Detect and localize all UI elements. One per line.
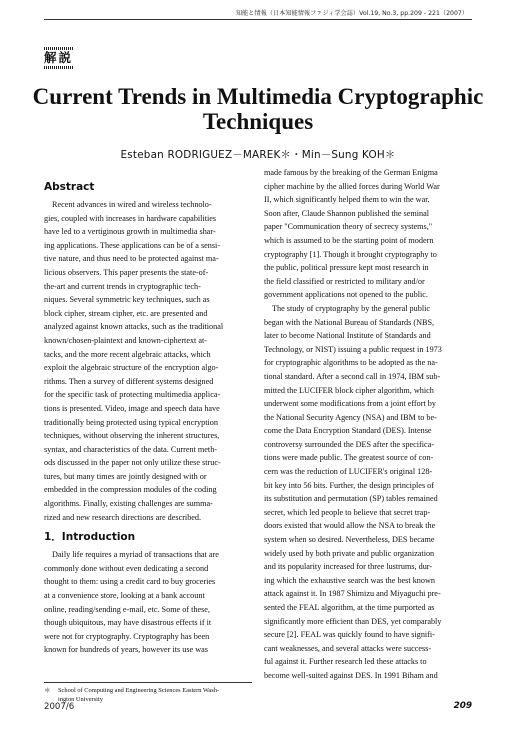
- body-line: its substitution and permutation (SP) tables remained: [264, 494, 438, 504]
- title-line-2: Techniques: [202, 109, 314, 134]
- intro-line: were not for cryptography. Cryptography has been: [44, 631, 210, 641]
- abstract-line: niques. Several symmetric key techniques, such as: [44, 295, 210, 305]
- abstract-line: traditionally being protected using typical encryption: [44, 417, 218, 427]
- introduction-heading: 1．Introduction: [44, 531, 136, 544]
- body-line: ful against it. Further research led these attacks to: [264, 657, 427, 667]
- body-line: and its popularity increased for three lustrums, dur-: [264, 562, 433, 572]
- body-line: the public, political pressure kept most research in: [264, 263, 429, 273]
- abstract-line: rithms. Then a survey of different systems designed: [44, 376, 214, 386]
- journal-header: 知能と情報（日本知能情報ファジィ学会誌）Vol.19, No.3, pp.209 - 221（2007）: [235, 10, 468, 17]
- body-line: significantly more efficient than DES, yet comparably: [264, 616, 442, 626]
- intro-line: though ubiquitous, may have disastrous effects if it: [44, 618, 212, 628]
- page-number: 209: [453, 701, 472, 711]
- body-line: The study of cryptography by the general public: [272, 303, 431, 313]
- issue-date: 2007/6: [44, 702, 75, 712]
- body-line: attack against it. In 1987 Shimizu and Miyaguchi pre-: [264, 589, 441, 599]
- intro-line: at a convenience store, looking at a bank account: [44, 591, 205, 601]
- abstract-line: exploit the algebraic structure of the encryption algo-: [44, 363, 219, 373]
- abstract-line: for the specific task of protecting multimedia applica-: [44, 390, 221, 400]
- intro-line: Daily life requires a myriad of transactions that are: [52, 550, 219, 560]
- body-line: become well-suited against DES. In 1991 Biham and: [264, 670, 438, 680]
- abstract-heading: Abstract: [44, 181, 95, 193]
- body-line: cipher machine by the allied forces during World War: [264, 181, 440, 191]
- body-line: Soon after, Claude Shannon published the seminal: [264, 208, 429, 218]
- intro-line: thought to them: using a credit card to buy groceries: [44, 577, 216, 587]
- body-line: secret, which led people to believe that secret trap-: [264, 507, 431, 517]
- body-line: bit key into 56 bits. Further, the design principles of: [264, 480, 434, 490]
- body-line: for cryptographic algorithms to be adopted as the na-: [264, 358, 438, 368]
- abstract-line: rized and new research directions are described.: [44, 512, 202, 522]
- footnote-rule: [44, 682, 252, 683]
- right-column: [264, 166, 473, 683]
- body-line: cant weaknesses, and several attacks were success-: [264, 643, 432, 653]
- body-line: Technology, or NIST) issuing a public request in 1973: [264, 344, 442, 354]
- abstract-line: tacks, and the more recent algebraic attacks, which: [44, 349, 211, 359]
- abstract-line: licious observers. This paper presents the state-of-: [44, 267, 209, 277]
- right-column-body: [264, 166, 473, 683]
- body-line: paper "Communication theory of secrecy systems,": [264, 222, 433, 232]
- paper-authors: Esteban RODRIGUEZ－MAREK＊・Min－Sung KOH＊: [120, 149, 396, 161]
- body-line: widely used by both private and public organization: [264, 548, 435, 558]
- header-rule: [44, 19, 472, 20]
- body-line: ing which the exhaustive search was the best known: [264, 575, 435, 585]
- abstract-line: tive nature, and thus need to be protected against ma-: [44, 254, 219, 264]
- footnote-line-1: School of Computing and Engineering Sciences Eastern Wash-: [58, 687, 220, 694]
- body-line: began with the National Bureau of Standards (NBS,: [264, 317, 435, 327]
- abstract-line: techniques, without observing the inherent structures,: [44, 431, 220, 441]
- body-line: doors existed that would allow the NSA to break the: [264, 521, 436, 531]
- footnote-mark: ＊: [44, 687, 51, 694]
- abstract-line: have led to a vertiginous growth in multimedia shar-: [44, 227, 216, 237]
- introduction-body: [44, 548, 252, 657]
- body-line: tions were made public. The greatest source of con-: [264, 453, 434, 463]
- body-line: II, which significantly helped them to win the war.: [264, 195, 430, 205]
- abstract-line: ods discussed in the paper not only utilize these struc-: [44, 458, 221, 468]
- body-line: cryptography [1]. Though it brought cryptography to: [264, 249, 437, 259]
- abstract-line: tures, but many times are jointly designed with or: [44, 471, 207, 481]
- body-line: government applications not opened to the public.: [264, 290, 428, 300]
- left-column: [44, 170, 252, 657]
- body-line: come the Data Encryption Standard (DES). Intense: [264, 426, 432, 436]
- abstract-line: Recent advances in wired and wireless technolo-: [52, 200, 212, 209]
- body-line: secure [2]. FEAL was quickly found to have signifi-: [264, 630, 435, 640]
- body-line: which is assumed to be the starting point of modern: [264, 235, 434, 245]
- footnote-line-2: ington University: [58, 696, 103, 703]
- body-line: made famous by the breaking of the German Enigma: [264, 168, 438, 177]
- body-line: system when so desired. Nevertheless, DES became: [264, 535, 435, 545]
- paper-title: [20, 84, 496, 134]
- body-line: underwent some modifications from a joint effort by: [264, 399, 436, 409]
- body-line: later to become National Institute of Standards and: [264, 331, 431, 341]
- body-line: controversy surrounded the DES after the specifica-: [264, 439, 435, 449]
- abstract-line: tions is presented. Video, image and speech data have: [44, 403, 220, 413]
- abstract-line: embedded in the compression modules of the coding: [44, 485, 217, 495]
- body-line: sented the FEAL algorithm, at the time purported as: [264, 603, 435, 612]
- category-bar-bottom: [44, 66, 74, 69]
- abstract-line: analyzed against known attacks, such as the traditional: [44, 322, 224, 332]
- body-line: tional standard. After a second call in 1974, IBM sub-: [264, 371, 441, 381]
- body-line: cern was the reduction of LUCIFER's original 128-: [264, 467, 433, 477]
- intro-line: online, reading/sending e-mail, etc. Some of these,: [44, 604, 210, 614]
- article-category: [44, 46, 74, 70]
- body-line: the field classified or restricted to military and/or: [264, 276, 425, 286]
- intro-line: commonly done without even dedicating a second: [44, 563, 209, 573]
- abstract-line: algorithms. Finally, existing challenges are summa-: [44, 499, 213, 509]
- body-line: the National Security Agency (NSA) and IBM to be-: [264, 412, 437, 422]
- abstract-line: gies, coupled with increases in hardware capabilities: [44, 213, 217, 223]
- category-label: 解説: [44, 50, 74, 65]
- abstract-line: syntax, and characteristics of the data. Current meth-: [44, 444, 218, 454]
- footnote-text: [58, 686, 252, 704]
- abstract-line: known/chosen-plaintext and known-ciphertext at-: [44, 335, 208, 345]
- abstract-body: [44, 198, 252, 524]
- body-line: mitted the LUCIFER block cipher algorithm, which: [264, 385, 434, 395]
- title-line-1: Current Trends in Multimedia Cryptographic: [32, 84, 484, 109]
- intro-line: known for hundreds of years, however its use was: [44, 645, 208, 655]
- abstract-line: block cipher, stream cipher, etc. are presented and: [44, 308, 208, 318]
- abstract-line: ing applications. These applications can be of a sensi-: [44, 240, 221, 250]
- abstract-line: the-art and current trends in cryptographic tech-: [44, 281, 201, 291]
